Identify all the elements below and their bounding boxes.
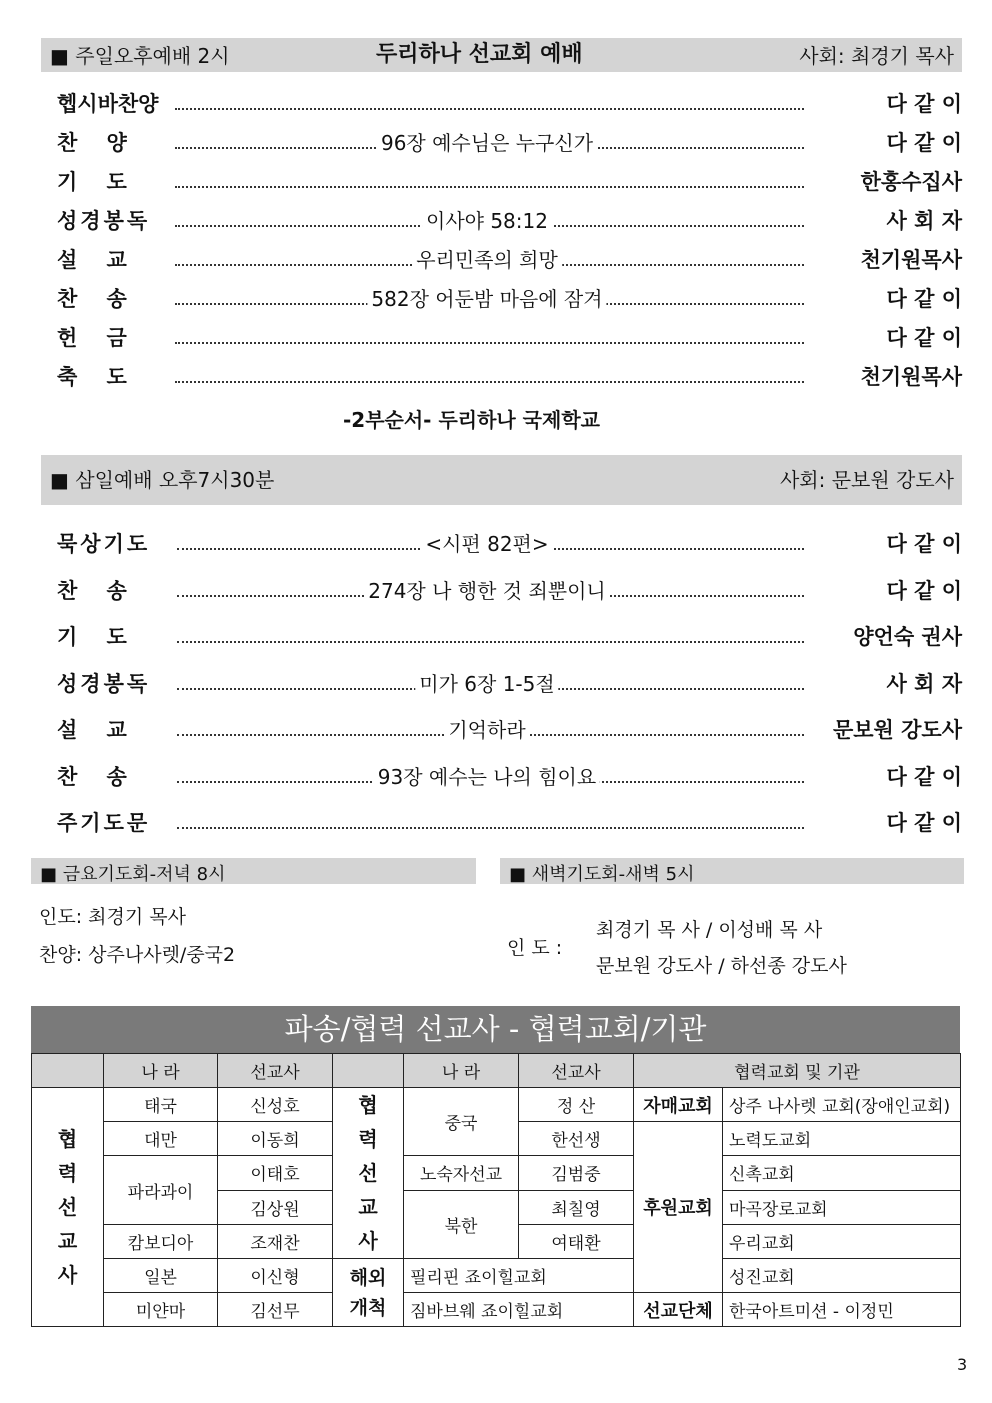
missionary: 이동희 — [218, 1122, 333, 1156]
leader-dots — [177, 641, 804, 643]
dawn-label: 인 도 : — [507, 937, 563, 959]
order-label: 설 교 — [57, 248, 127, 272]
order-content: 이사야 58:12 — [422, 203, 552, 239]
missionary: 이태호 — [218, 1156, 333, 1190]
order-label: 헵시바찬양 — [57, 92, 159, 116]
order-leader: 다 같 이 — [886, 532, 962, 556]
church: 우리교회 — [723, 1225, 961, 1259]
order-label: 기 도 — [57, 625, 127, 649]
dawn-leaders-1: 최경기 목 사 / 이성배 목 사 — [596, 919, 823, 941]
order-leader: 다 같 이 — [886, 764, 962, 789]
header-country: 나 라 — [104, 1054, 218, 1088]
missionary: 정 산 — [519, 1088, 634, 1122]
order-content: 93장 예수는 나의 힘이요 — [374, 759, 600, 795]
table-row — [32, 1088, 961, 1122]
table-row — [32, 1156, 961, 1190]
order-label: 성경봉독 — [57, 671, 151, 696]
overseas-church: 필리핀 죠이힐교회 — [404, 1259, 634, 1293]
order-leader: 사 회 자 — [886, 209, 962, 233]
header-blank — [32, 1054, 104, 1088]
organization: 한국아트미션 - 이정민 — [723, 1293, 961, 1327]
order-row — [57, 526, 962, 562]
overseas-label-text: 해외개척 — [349, 1266, 387, 1319]
order-content: 274장 나 행한 것 죄뿐이니 — [364, 573, 609, 609]
header-country-2: 나 라 — [404, 1054, 519, 1088]
order-label: 묵상기도 — [57, 532, 151, 556]
order-label: 축 도 — [57, 365, 127, 389]
country: 대만 — [104, 1122, 218, 1156]
order-leader: 양언숙 권사 — [853, 625, 962, 649]
group-label-1 — [32, 1088, 104, 1327]
order-leader: 다 같 이 — [886, 92, 962, 116]
friday-leader: 인도: 최경기 목사 — [39, 906, 186, 928]
order-label: 헌 금 — [57, 326, 127, 350]
order-row — [57, 573, 962, 609]
country: 중국 — [404, 1088, 519, 1156]
header-blank-2 — [333, 1054, 404, 1088]
sister-church-label: 자매교회 — [634, 1088, 723, 1122]
order-row — [57, 359, 962, 395]
order-row — [57, 164, 962, 200]
order-content: 우리민족의 희망 — [412, 242, 562, 278]
order-leader: 다 같 이 — [886, 131, 962, 155]
order-label: 기 도 — [57, 170, 127, 194]
missionary: 최칠영 — [519, 1190, 634, 1224]
order-leader: 다 같 이 — [886, 811, 962, 835]
country: 북한 — [404, 1190, 519, 1258]
missionary: 여태환 — [519, 1225, 634, 1259]
order-row — [57, 281, 962, 317]
order-label: 찬 송 — [57, 764, 127, 789]
order-leader: 천기원목사 — [860, 248, 962, 272]
leader-dots — [175, 186, 804, 188]
order-row — [57, 203, 962, 239]
group-label-2-text: 협력선교사 — [358, 1093, 378, 1253]
leader-dots — [177, 827, 804, 829]
order-row — [57, 86, 962, 122]
page-number: 3 — [957, 1355, 968, 1374]
missionary: 김범중 — [519, 1156, 634, 1190]
order-content: 96장 예수님은 누구신가 — [377, 125, 597, 161]
sunday-header-left: ■ 주일오후예배 2시 — [50, 44, 230, 68]
header-missionary: 선교사 — [218, 1054, 333, 1088]
leader-dots — [175, 381, 804, 383]
header-missionary-2: 선교사 — [519, 1054, 634, 1088]
church: 성진교회 — [723, 1259, 961, 1293]
country: 노숙자선교 — [404, 1156, 519, 1190]
order-row — [57, 619, 962, 655]
missions-title: 파송/협력 선교사 - 협력교회/기관 — [284, 1012, 707, 1046]
order-label: 주기도문 — [57, 811, 151, 835]
country: 일본 — [104, 1259, 218, 1293]
order-content: 582장 어둔밤 마음에 잠겨 — [367, 281, 606, 317]
sunday-header-center: 두리하나 선교회 예배 — [376, 42, 583, 67]
order-content: 미가 6장 1-5절 — [415, 666, 558, 702]
table-row — [32, 1293, 961, 1327]
org-label: 선교단체 — [634, 1293, 723, 1327]
church: 마곡장로교회 — [723, 1190, 961, 1224]
order-label: 성경봉독 — [57, 209, 151, 233]
order-row — [57, 805, 962, 841]
missionary: 김상원 — [218, 1190, 333, 1224]
table-header-row — [32, 1054, 961, 1088]
order-label: 찬 송 — [57, 578, 127, 603]
order-leader: 사 회 자 — [886, 671, 962, 696]
group-label-2 — [333, 1088, 404, 1259]
missionary: 신성호 — [218, 1088, 333, 1122]
order-leader: 한홍수집사 — [860, 170, 962, 194]
dawn-leaders-2: 문보원 강도사 / 하선종 강도사 — [596, 955, 847, 977]
overseas-church: 짐바브웨 죠이힐교회 — [404, 1293, 634, 1327]
order-leader: 천기원목사 — [860, 365, 962, 389]
missionary: 한선생 — [519, 1122, 634, 1156]
table-row — [32, 1259, 961, 1293]
order-leader: 다 같 이 — [886, 287, 962, 311]
order-row — [57, 125, 962, 161]
overseas-label — [333, 1259, 404, 1327]
order-label: 설 교 — [57, 718, 127, 742]
missions-table — [31, 1053, 961, 1327]
church: 노력도교회 — [723, 1122, 961, 1156]
order-row — [57, 320, 962, 356]
order-leader: 다 같 이 — [886, 326, 962, 350]
country: 태국 — [104, 1088, 218, 1122]
order-content: <시편 82편> — [421, 526, 552, 562]
order-leader: 다 같 이 — [886, 578, 962, 603]
leader-dots — [175, 342, 804, 344]
sunday-header-right: 사회: 최경기 목사 — [799, 44, 954, 68]
wednesday-header-left: ■ 삼일예배 오후7시30분 — [50, 468, 275, 492]
order-label: 찬 송 — [57, 287, 127, 311]
group-label-1-text: 협력선교사 — [57, 1127, 78, 1287]
order-row — [57, 712, 962, 748]
church: 신촉교회 — [723, 1156, 961, 1190]
sunday-note: -2부순서- 두리하나 국제학교 — [343, 408, 600, 432]
order-row — [57, 242, 962, 278]
friday-title: ■ 금요기도회-저녁 8시 — [40, 864, 226, 885]
country: 미얀마 — [104, 1293, 218, 1327]
leader-dots — [175, 108, 804, 110]
country: 캄보디아 — [104, 1225, 218, 1259]
dawn-title: ■ 새벽기도회-새벽 5시 — [509, 864, 695, 885]
order-content: 기억하라 — [444, 712, 529, 748]
order-row — [57, 666, 962, 702]
church: 상주 나사렛 교회(장애인교회) — [723, 1088, 961, 1122]
header-churches: 협력교회 및 기관 — [634, 1054, 961, 1088]
support-church-label: 후원교회 — [634, 1122, 723, 1293]
missionary: 이신형 — [218, 1259, 333, 1293]
wednesday-header-right: 사회: 문보원 강도사 — [779, 468, 954, 492]
missionary: 조재찬 — [218, 1225, 333, 1259]
country: 파라과이 — [104, 1156, 218, 1225]
order-row — [57, 759, 962, 795]
order-label: 찬 양 — [57, 131, 127, 155]
friday-praise: 찬양: 상주나사렛/중국2 — [39, 944, 236, 966]
order-leader: 문보원 강도사 — [832, 718, 962, 742]
missionary: 김선무 — [218, 1293, 333, 1327]
